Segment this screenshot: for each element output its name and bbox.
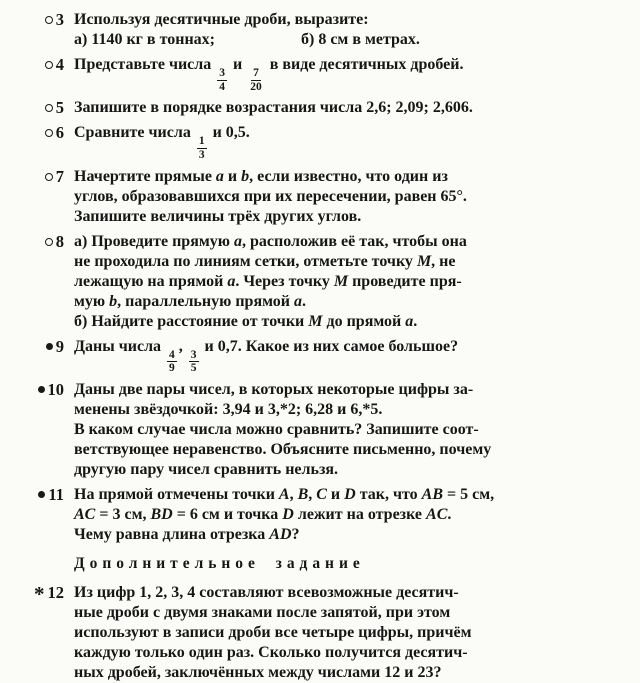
text-run: и [326, 485, 345, 503]
math-variable: AB [421, 485, 443, 503]
text-run: , не [431, 252, 456, 270]
math-variable: B [297, 485, 309, 503]
problem-text [74, 167, 616, 227]
problem-text [74, 55, 616, 93]
problem-number-cell [24, 485, 64, 505]
fraction [189, 349, 199, 375]
dot-difficulty-icon [46, 343, 53, 350]
problem-line [74, 123, 616, 161]
text-run: и [223, 167, 242, 185]
problem-line [74, 292, 616, 312]
problem-5 [24, 98, 616, 118]
dot-difficulty-icon [38, 386, 45, 393]
problem-number: 6 [55, 123, 64, 143]
section-heading: Дополнительное задание [74, 554, 365, 572]
problem-text [74, 337, 616, 375]
fraction-numerator: 4 [169, 348, 175, 361]
text-run: Представьте числа [74, 56, 216, 73]
text-run: проведите пря- [348, 272, 462, 290]
text-run: ные дроби с двумя знаками после запятой, при этом [74, 603, 451, 621]
problem-line [74, 380, 616, 400]
math-variable: M [333, 272, 349, 290]
problem-line [74, 232, 616, 252]
problem-number-cell [24, 583, 64, 605]
problem-line [74, 643, 616, 663]
math-variable: AC [426, 505, 448, 523]
fraction [217, 67, 227, 93]
problem-line [74, 252, 616, 272]
text-run: используют в записи дроби все четыре цифры, причём [74, 623, 472, 641]
text-run: , [289, 485, 298, 503]
problem-9 [24, 337, 616, 375]
text-run: лежит на отрезке [293, 505, 427, 523]
text-run: и 0,7. Какое из них самое большое? [200, 337, 459, 355]
text-run: Запишите величины трёх других углов. [74, 207, 362, 225]
text-run: = 5 см, [443, 485, 495, 503]
text-run: ных дробей, заключённых между числами 12 и 23? [74, 663, 442, 681]
problem-list [24, 10, 616, 683]
fraction [167, 349, 177, 375]
problem-text [74, 123, 616, 161]
problem-line [74, 583, 616, 603]
fraction-numerator: 3 [219, 67, 226, 79]
circle-difficulty-icon [45, 16, 53, 24]
text-run: не проходила по линиям сетки, отметьте точку [74, 252, 417, 270]
problem-line [74, 312, 616, 332]
problem-number-cell [24, 380, 64, 400]
text-run: Запишите в порядке возрастания числа 2,6; 2,09; 2,606. [74, 99, 473, 117]
math-variable: a [294, 292, 302, 310]
problem-text [74, 485, 616, 545]
problem-7 [24, 167, 616, 227]
problem-text [74, 232, 616, 332]
problem-number-cell [24, 55, 64, 75]
math-variable: AD [269, 525, 292, 543]
problem-line [74, 207, 616, 227]
text-run: ветствующее неравенство. Объясните письменно, почему [74, 440, 492, 458]
problem-line [74, 30, 616, 50]
problem-text [74, 380, 616, 480]
problem-number: 5 [55, 98, 64, 118]
fraction-numerator: 3 [190, 348, 197, 361]
problem-11 [24, 485, 616, 545]
circle-difficulty-icon [45, 61, 53, 69]
text-run: Сравните числа [74, 124, 195, 142]
math-variable: a [405, 312, 414, 330]
problem-number: 7 [55, 166, 64, 186]
problem-number-cell [24, 337, 64, 357]
text-run: Начертите прямые [74, 167, 216, 185]
text-run: б) 8 см в метрах. [300, 31, 420, 48]
problem-6 [24, 123, 616, 161]
problem-line [74, 187, 616, 207]
problem-line [74, 525, 616, 545]
problem-line [74, 603, 616, 623]
circle-difficulty-icon [45, 173, 53, 181]
math-variable: AC [74, 505, 96, 523]
math-variable: a [215, 167, 224, 185]
fraction-numerator: 7 [253, 67, 259, 79]
math-variable: A [278, 485, 290, 503]
circle-difficulty-icon [45, 129, 53, 137]
text-run: мую [74, 292, 110, 310]
math-variable: D [344, 485, 356, 503]
math-variable: a [233, 232, 242, 250]
problem-number: 3 [55, 10, 64, 29]
math-variable: C [316, 485, 327, 503]
text-run: в виде десятичных дробей. [265, 56, 464, 73]
math-variable: BD [150, 505, 173, 523]
math-variable: M [416, 252, 432, 270]
problem-line [74, 337, 616, 375]
text-run: , [308, 485, 317, 503]
text-run: каждую только один раз. Сколько получится десятич- [74, 643, 468, 661]
text-run: лежащую на прямой [74, 272, 228, 290]
problem-3 [24, 10, 616, 50]
problem-line [74, 98, 616, 118]
fraction-denominator: 5 [190, 362, 197, 375]
text-run: и 0,5. [208, 124, 250, 142]
text-run: углов, образовавшихся при их пересечении, равен 65°. [74, 187, 467, 205]
text-run: На прямой отмечены точки [74, 485, 279, 503]
text-run: , [178, 337, 187, 355]
problem-line [74, 663, 616, 683]
problem-number-cell [24, 232, 64, 252]
problem-number: 11 [48, 484, 64, 504]
text-run: менены звёздочкой: 3,94 и 3,*2; 6,28 и 6,*5. [74, 400, 383, 418]
problem-line [74, 485, 616, 505]
problem-line [74, 55, 616, 93]
fraction-denominator: 20 [250, 80, 262, 93]
text-run: Из цифр 1, 2, 3, 4 составляют всевозможные десятич- [74, 583, 459, 601]
circle-difficulty-icon [45, 104, 53, 112]
problem-number: 10 [47, 379, 64, 399]
problem-text [74, 583, 616, 683]
text-run: б) Найдите расстояние от точки [74, 312, 309, 330]
text-run: . [302, 292, 306, 310]
math-variable: b [109, 292, 118, 310]
fraction-denominator: 9 [169, 362, 175, 375]
fraction [248, 67, 264, 93]
problem-line [74, 505, 616, 525]
problem-4 [24, 55, 616, 93]
problem-line [74, 400, 616, 420]
text-run: ? [291, 525, 300, 543]
problem-line [74, 272, 616, 292]
problem-text [74, 98, 616, 118]
text-run: Даны числа [74, 337, 166, 355]
problem-8 [24, 232, 616, 332]
text-run: другую пару чисел сравнить нельзя. [74, 460, 339, 478]
problem-line [74, 440, 616, 460]
problem-number: 9 [55, 336, 64, 356]
problem-line [74, 460, 616, 480]
text-run: Чему равна длина отрезка [74, 525, 270, 543]
fraction-denominator: 4 [219, 80, 226, 93]
math-variable: M [308, 312, 323, 330]
problem-line [74, 10, 616, 30]
fraction [197, 135, 207, 161]
problem-line [74, 167, 616, 187]
problem-number-cell [24, 10, 64, 30]
math-variable: b [241, 167, 250, 185]
text-run: так, что [355, 485, 422, 503]
text-run: . [447, 505, 452, 523]
math-variable: a [227, 272, 236, 290]
fraction-denominator: 3 [198, 148, 205, 161]
fraction-numerator: 1 [198, 135, 205, 148]
math-variable: D [282, 505, 294, 523]
problem-number: 4 [55, 55, 64, 74]
circle-difficulty-icon [45, 238, 53, 246]
text-run: Даны две пары чисел, в которых некоторые цифры за- [74, 380, 474, 398]
problem-number: 12 [47, 582, 64, 602]
problem-12 [24, 583, 616, 683]
text-run: = 3 см, [95, 505, 151, 523]
dot-difficulty-icon [38, 491, 45, 498]
problem-number-cell [24, 167, 64, 187]
text-run: до прямой [322, 312, 406, 330]
text-run: , если известно, что один из [249, 167, 448, 185]
problem-text [74, 10, 616, 50]
text-run: В каком случае числа можно сравнить? Запишите соот- [74, 420, 479, 438]
problem-line [74, 420, 616, 440]
text-run: , параллельную прямой [117, 292, 294, 310]
text-run: и [229, 56, 247, 73]
problem-number-cell [24, 98, 64, 118]
star-difficulty-icon: * [34, 581, 45, 606]
problem-number: 8 [55, 231, 64, 251]
text-run: , расположив её так, чтобы она [241, 232, 467, 250]
text-run: . Через точку [235, 272, 334, 290]
text-run: . [413, 312, 418, 330]
text-run: а) 1140 кг в тоннах; [74, 31, 215, 48]
problem-number-cell [24, 123, 64, 143]
text-run: а) Проведите прямую [74, 232, 234, 250]
text-run: Используя десятичные дроби, выразите: [74, 11, 369, 28]
text-run: = 6 см и точка [172, 505, 283, 523]
problem-10 [24, 380, 616, 480]
